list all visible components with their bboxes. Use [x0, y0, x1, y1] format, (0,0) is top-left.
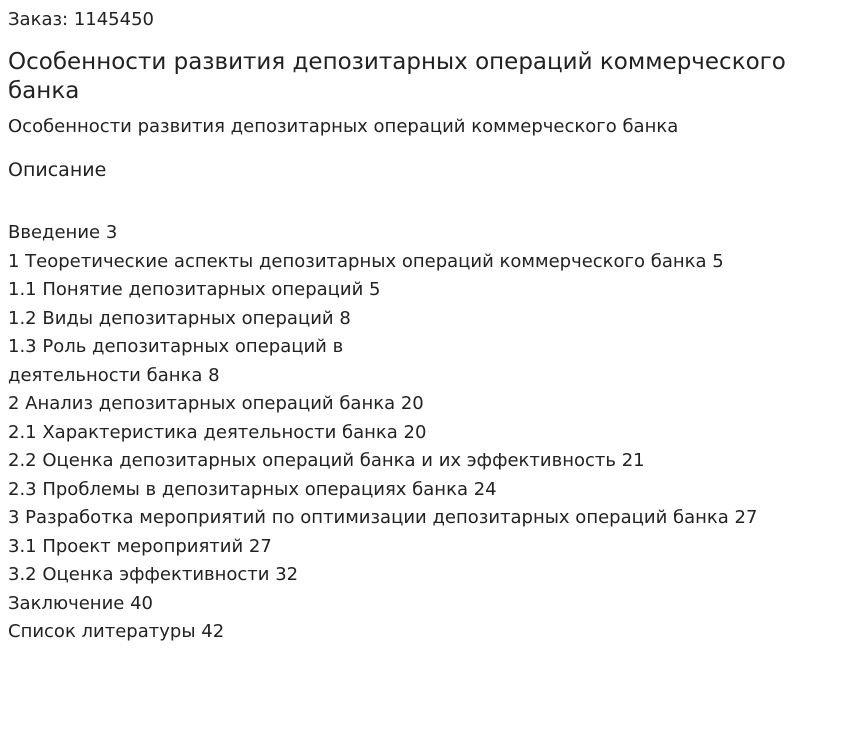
table-of-contents [8, 219, 838, 647]
toc-line: 3.2 Оценка эффективности 32 [8, 564, 299, 585]
toc-line: 2.2 Оценка депозитарных операций банка и их эффективность 21 [8, 450, 645, 471]
toc-line: Список литературы 42 [8, 621, 225, 642]
order-number: Заказ: 1145450 [8, 9, 154, 30]
toc-line: Введение 3 [8, 222, 118, 243]
page-title: Особенности развития депозитарных операций коммерческого банка [8, 49, 786, 104]
page-subtitle: Особенности развития депозитарных операций коммерческого банка [8, 116, 679, 137]
toc-line: 1 Теоретические аспекты депозитарных операций коммерческого банка 5 [8, 250, 724, 272]
description-heading: Описание [8, 159, 107, 181]
toc-line: 2.1 Характеристика деятельности банка 20 [8, 421, 427, 443]
toc-line: 3 Разработка мероприятий по оптимизации депозитарных операций банка 27 [8, 507, 758, 528]
toc-line: 1.3 Роль депозитарных операций в [8, 336, 344, 357]
toc-line: 2.3 Проблемы в депозитарных операциях банка 24 [8, 478, 497, 500]
toc-line: 2 Анализ депозитарных операций банка 20 [8, 393, 424, 414]
toc-line: 1.1 Понятие депозитарных операций 5 [8, 279, 381, 300]
toc-line: деятельности банка 8 [8, 364, 220, 386]
toc-line: 3.1 Проект мероприятий 27 [8, 535, 272, 557]
toc-line: 1.2 Виды депозитарных операций 8 [8, 307, 351, 329]
toc-line: Заключение 40 [8, 592, 153, 614]
